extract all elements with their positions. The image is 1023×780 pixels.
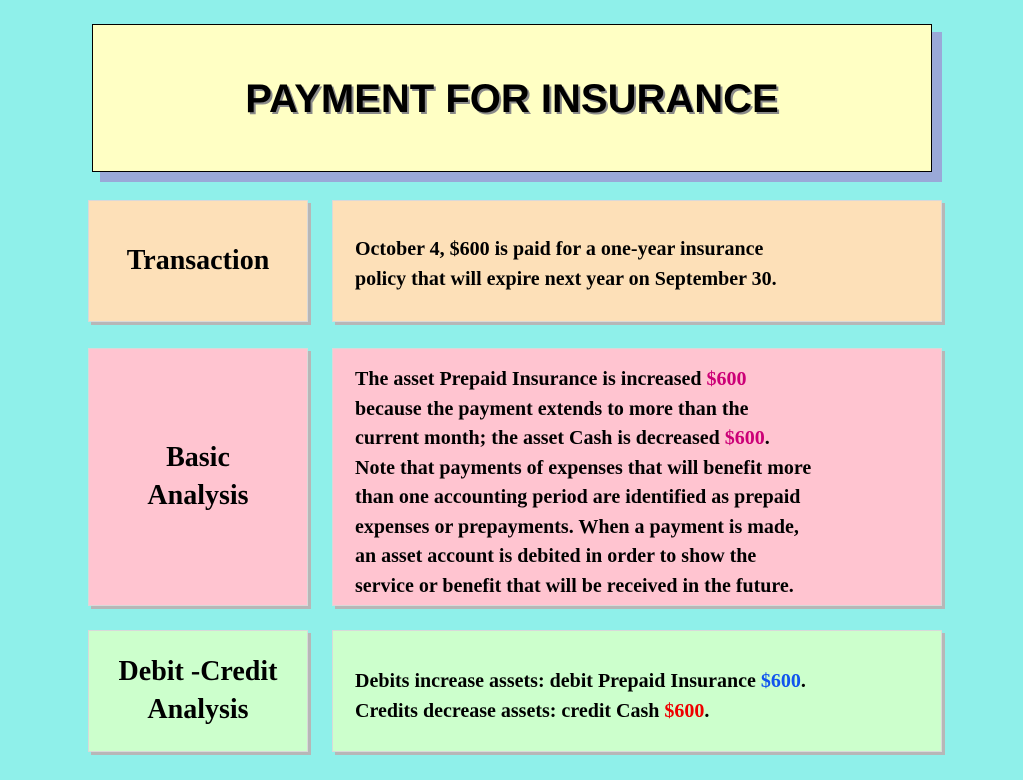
credit-amount: $600 [664, 699, 705, 722]
basic-analysis-label-line-2: Analysis [147, 480, 249, 511]
basic-amount-decrease: $600 [724, 427, 765, 449]
basic-analysis-label-line-1: Basic [166, 442, 230, 473]
basic-line-3-end: . [764, 427, 770, 449]
basic-amount-increase: $600 [706, 368, 747, 390]
debit-amount: $600 [760, 670, 801, 692]
debit-line [355, 667, 941, 697]
basic-line-3-text: current month; the asset Cash is decreased [355, 427, 725, 449]
debit-credit-label-line-2: Analysis [147, 694, 249, 725]
credit-line-text: Credits decrease assets: credit Cash [355, 699, 665, 722]
basic-line-5: than one accounting period are identified as prepaid [355, 486, 801, 508]
basic-line-8: service or benefit that will be received in the future. [355, 574, 794, 597]
basic-analysis-label-box [88, 348, 308, 606]
credit-line-end: . [704, 699, 710, 722]
basic-line-4: Note that payments of expenses that will benefit more [355, 456, 812, 479]
transaction-label: Transaction [126, 245, 270, 276]
debit-credit-label-line-1: Debit -Credit [118, 656, 278, 687]
debit-line-text: Debits increase assets: debit Prepaid Insurance [355, 670, 761, 692]
basic-analysis-content-box [332, 348, 942, 606]
transaction-line-2: policy that will expire next year on September 30. [355, 267, 777, 290]
basic-line-3 [355, 424, 941, 454]
page-title: PAYMENT FOR INSURANCE [245, 77, 779, 121]
basic-analysis-label [147, 439, 248, 515]
basic-line-1 [355, 365, 941, 395]
title-box [92, 24, 932, 172]
transaction-content-box [332, 200, 942, 322]
basic-line-1-text: The asset Prepaid Insurance is increased [355, 368, 707, 390]
debit-credit-content-box [332, 630, 942, 752]
basic-line-7: an asset account is debited in order to show the [355, 545, 757, 567]
credit-line [355, 697, 941, 727]
transaction-line-1: October 4, $600 is paid for a one-year insurance [355, 238, 764, 260]
basic-line-6: expenses or prepayments. When a payment is made, [355, 515, 799, 538]
debit-credit-label-box [88, 630, 308, 752]
basic-line-2: because the payment extends to more than the [355, 397, 749, 420]
debit-credit-label [119, 653, 278, 729]
debit-line-end: . [800, 670, 806, 692]
transaction-label-box [88, 200, 308, 322]
